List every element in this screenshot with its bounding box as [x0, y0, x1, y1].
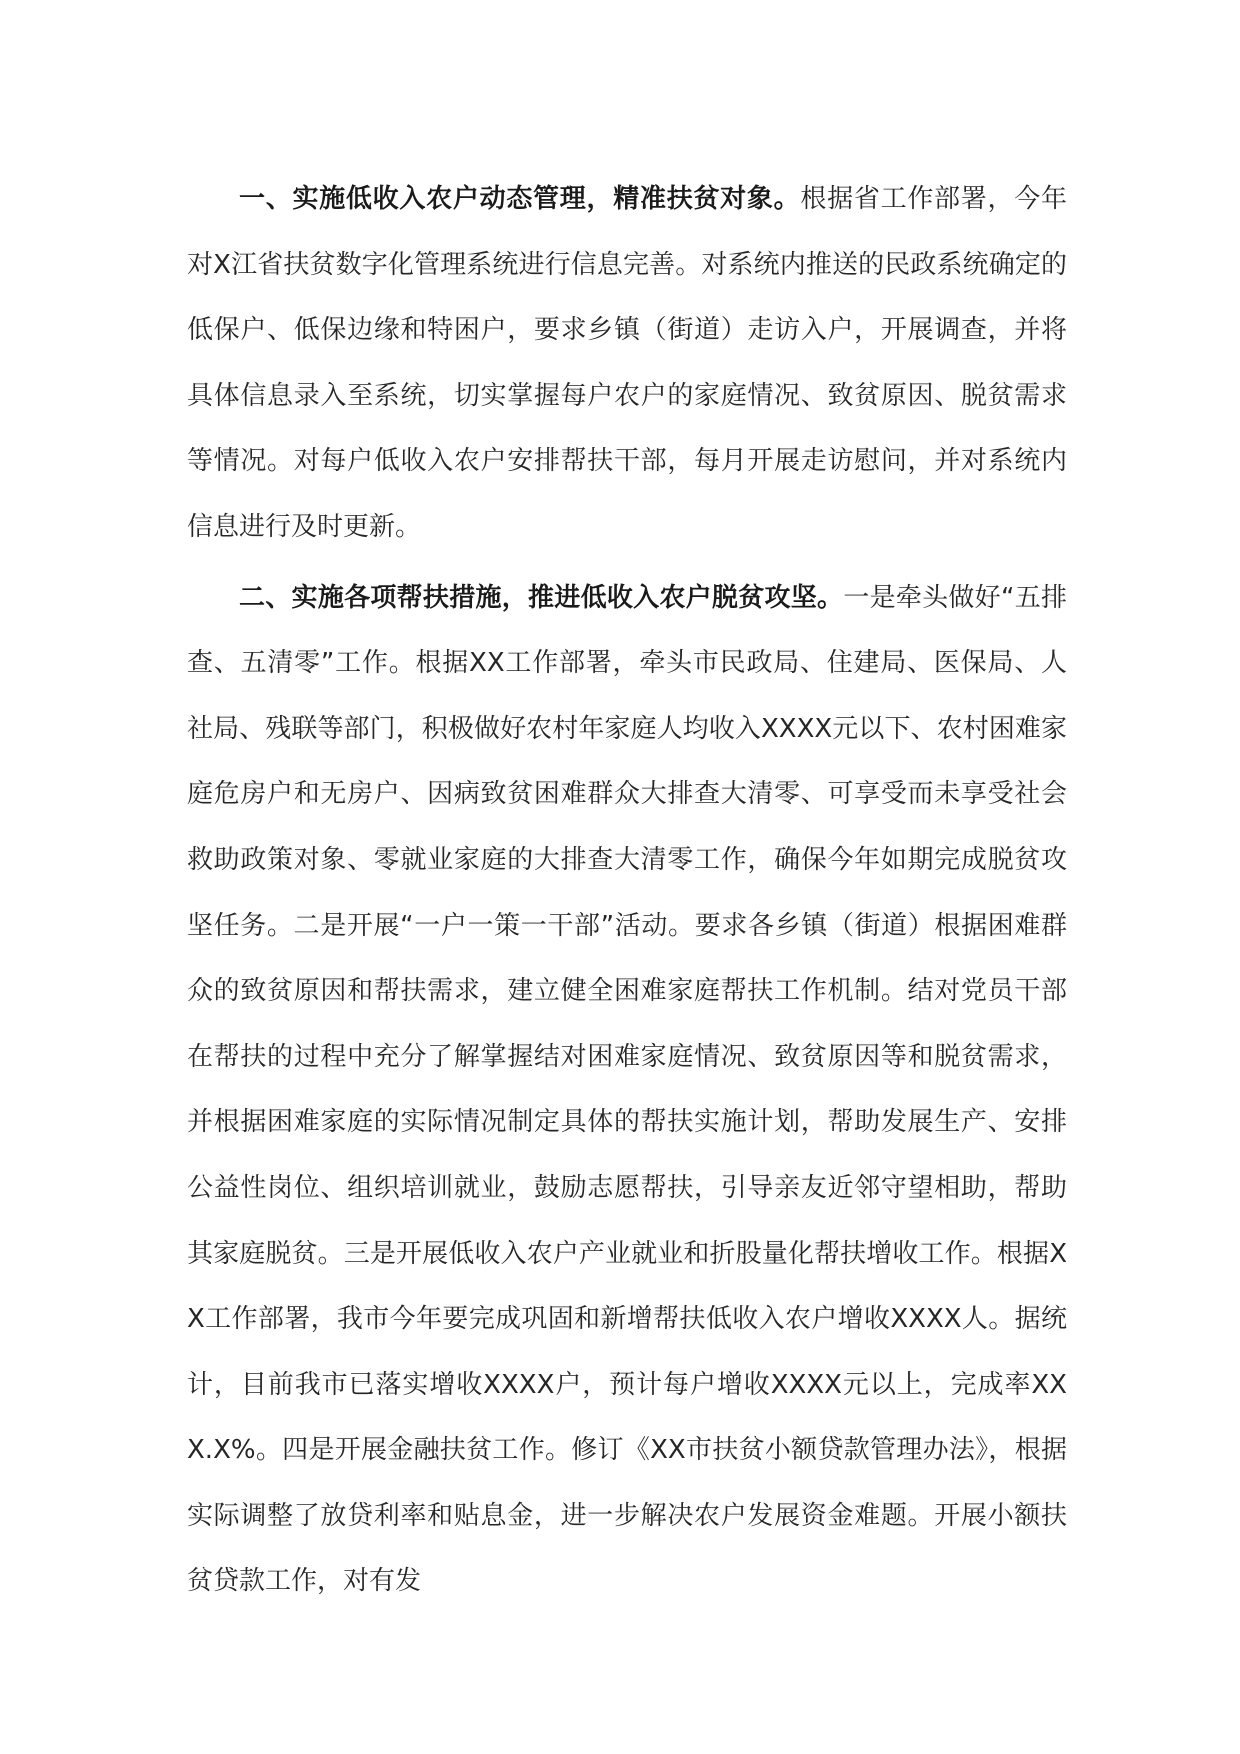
- paragraph-2-heading: 二、实施各项帮扶措施，推进低收入农户脱贫攻坚。: [239, 582, 844, 613]
- paragraph-1-heading: 一、实施低收入农户动态管理，精准扶贫对象。: [239, 184, 801, 214]
- document-body: [187, 167, 1067, 1615]
- paragraph-1-text: 根据省工作部署，今年对X江省扶贫数字化管理系统进行信息完善。对系统内推送的民政系统确定的低保户、低保边缘和特困户，要求乡镇（街道）走访入户，开展调查，并将具体信息录入至系统，切实掌握每户农户的家庭情况、致贫原因、脱贫需求等情况。对每户低收入农户安排帮扶干部，每月开展走访慰问，并对系统内信息进行及时更新。: [187, 184, 1067, 542]
- paragraph-2-text: 一是牵头做好“五排查、五清零”工作。根据XX工作部署，牵头市民政局、住建局、医保局、人社局、残联等部门，积极做好农村年家庭人均收入XXXX元以下、农村困难家庭危房户和无房户、因病致贫困难群众大排查大清零、可享受而未享受社会救助政策对象、零就业家庭的大排查大清零工作，确保今年如期完成脱贫攻坚任务。二是开展“一户一策一干部”活动。要求各乡镇（街道）根据困难群众的致贫原因和帮扶需求，建立健全困难家庭帮扶工作机制。结对党员干部在帮扶的过程中充分了解掌握结对困难家庭情况、致贫原因等和脱贫需求，并根据困难家庭的实际情况制定具体的帮扶实施计划，帮助发展生产、安排公益性岗位、组织培训就业，鼓励志愿帮扶，引导亲友近邻守望相助，帮助其家庭脱贫。三是开展低收入农户产业就业和折股量化帮扶增收工作。根据XX工作部署，我市今年要完成巩固和新增帮扶低收入农户增收XXXX人。据统计，目前我市已落实增收XXXX户，预计每户增收XXXX元以上，完成率XXX.X%。四是开展金融扶贫工作。修订《XX市扶贫小额贷款管理办法》，根据实际调整了放贷利率和贴息金，进一步解决农户发展资金难题。开展小额扶贫贷款工作，对有发: [187, 582, 1067, 1597]
- paragraph-1: [187, 167, 1067, 561]
- paragraph-2: [187, 566, 1067, 1616]
